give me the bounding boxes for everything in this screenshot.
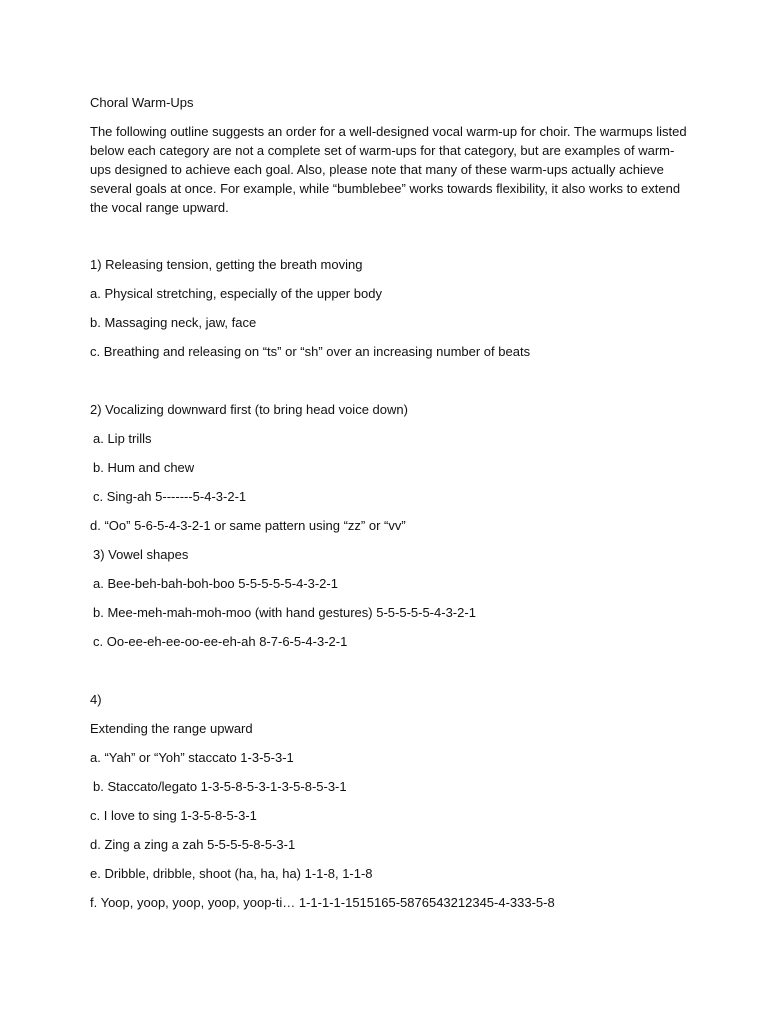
intro-line: the vocal range upward. [90, 200, 229, 215]
section-3-heading: 3) Vowel shapes [93, 547, 189, 562]
intro-line: below each category are not a complete set of warm-ups for that category, but are examples of warm- [90, 143, 675, 158]
page-title: Choral Warm-Ups [90, 95, 194, 110]
section-1-heading: 1) Releasing tension, getting the breath moving [90, 257, 363, 272]
intro-line: several goals at once. For example, while “bumblebee” works towards flexibility, it also works to extend [90, 181, 681, 196]
list-item: c. Breathing and releasing on “ts” or “sh” over an increasing number of beats [90, 344, 531, 359]
list-item: a. Lip trills [93, 431, 152, 446]
list-item: d. “Oo” 5-6-5-4-3-2-1 or same pattern using “zz” or “vv” [90, 518, 406, 533]
intro-line: ups designed to achieve each goal. Also, please note that many of these warm-ups actually achieve [90, 162, 664, 177]
list-item: b. Mee-meh-mah-moh-moo (with hand gestures) 5-5-5-5-5-4-3-2-1 [93, 605, 476, 620]
section-4-number: 4) [90, 692, 102, 707]
list-item: b. Staccato/legato 1-3-5-8-5-3-1-3-5-8-5-3-1 [93, 779, 347, 794]
list-item: d. Zing a zing a zah 5-5-5-5-8-5-3-1 [90, 837, 296, 852]
list-item: a. Physical stretching, especially of the upper body [90, 286, 382, 301]
list-item: a. Bee-beh-bah-boh-boo 5-5-5-5-5-4-3-2-1 [93, 576, 338, 591]
list-item: c. Sing-ah 5-------5-4-3-2-1 [93, 489, 247, 504]
list-item: c. I love to sing 1-3-5-8-5-3-1 [90, 808, 257, 823]
section-4-heading: Extending the range upward [90, 721, 253, 736]
intro-line: The following outline suggests an order for a well-designed vocal warm-up for choir. The warmups listed [90, 124, 687, 139]
list-item: b. Massaging neck, jaw, face [90, 315, 257, 330]
list-item: e. Dribble, dribble, shoot (ha, ha, ha) 1-1-8, 1-1-8 [90, 866, 373, 881]
intro-paragraph [90, 122, 690, 217]
section-2-heading: 2) Vocalizing downward first (to bring head voice down) [90, 402, 408, 417]
list-item: a. “Yah” or “Yoh” staccato 1-3-5-3-1 [90, 750, 294, 765]
list-item: f. Yoop, yoop, yoop, yoop, yoop-ti… 1-1-1-1-1515165-5876543212345-4-333-5-8 [90, 895, 555, 910]
list-item: b. Hum and chew [93, 460, 195, 475]
list-item: c. Oo-ee-eh-ee-oo-ee-eh-ah 8-7-6-5-4-3-2-1 [93, 634, 348, 649]
